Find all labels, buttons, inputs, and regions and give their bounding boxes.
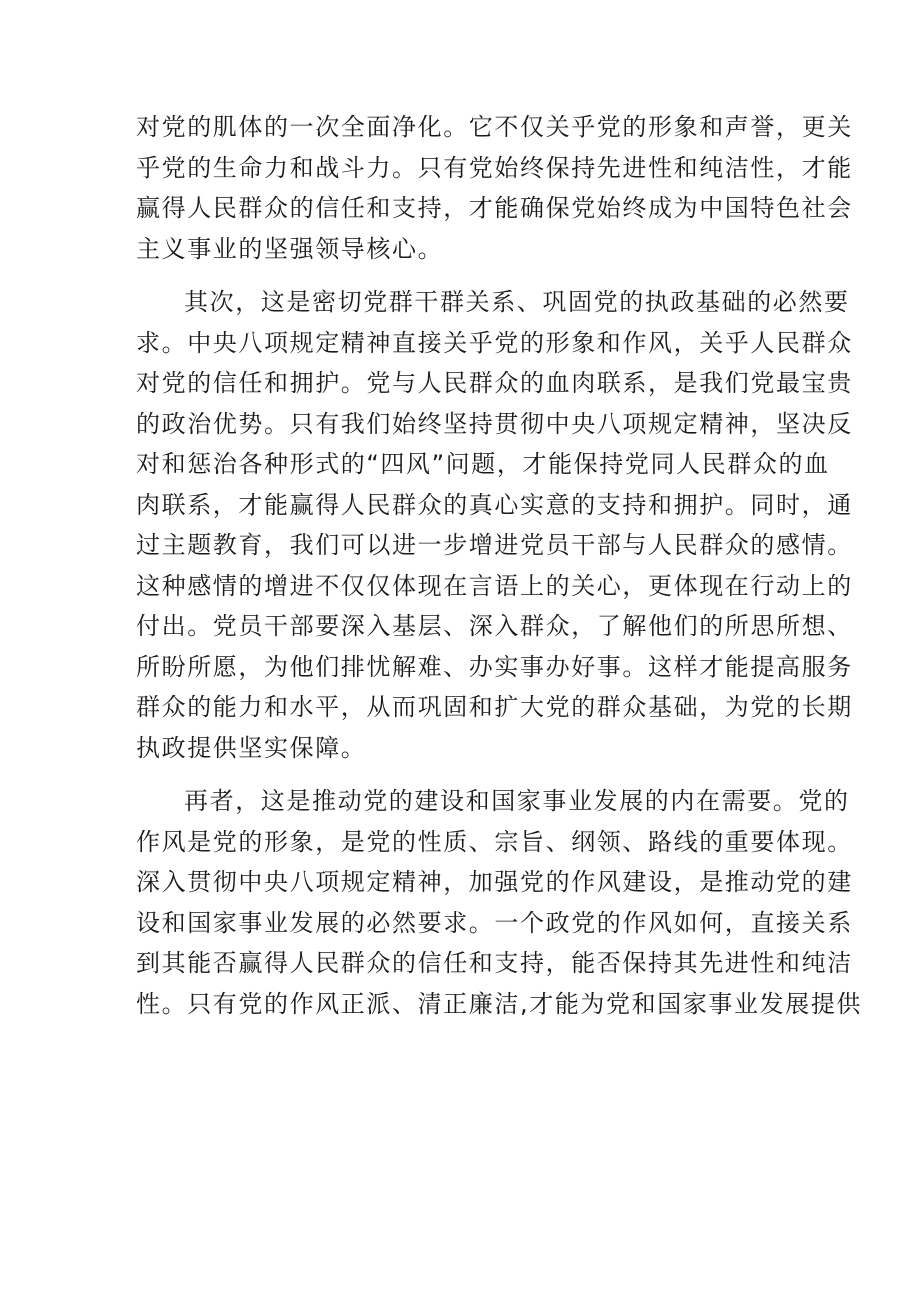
text-line: 执政提供坚实保障。 — [136, 733, 367, 762]
paragraph-3 — [136, 781, 863, 1024]
text-line: 乎党的生命力和战斗力。只有党始终保持先进性和纯洁性，才能 — [136, 153, 853, 182]
text-line: 的政治优势。只有我们始终坚持贯彻中央八项规定精神，坚决反 — [136, 409, 853, 438]
text-line: 性。只有党的作风正派、清正廉洁,才能为党和国家事业发展提供 — [136, 989, 863, 1018]
text-line: 赢得人民群众的信任和支持，才能确保党始终成为中国特色社会 — [136, 194, 853, 222]
text-line: 所盼所愿，为他们排忧解难、办实事办好事。这样才能提高服务 — [136, 652, 853, 681]
text-line: 群众的能力和水平，从而巩固和扩大党的群众基础，为党的长期 — [136, 693, 853, 721]
text-line: 其次，这是密切党群干群关系、巩固党的执政基础的必然要 — [184, 288, 850, 316]
text-line: 对和惩治各种形式的“四风”问题，才能保持党同人民群众的血 — [136, 450, 830, 478]
text-line: 过主题教育，我们可以进一步增进党员干部与人民群众的感情。 — [136, 531, 853, 559]
text-line: 再者，这是推动党的建设和国家事业发展的内在需要。党的 — [184, 787, 850, 815]
text-line: 到其能否赢得人民群众的信任和支持，能否保持其先进性和纯洁 — [136, 949, 853, 977]
text-line: 对党的信任和拥护。党与人民群众的血肉联系，是我们党最宝贵 — [136, 369, 853, 397]
paragraph-2 — [136, 282, 853, 768]
text-line: 主义事业的坚强领导核心。 — [136, 234, 444, 263]
text-line: 付出。党员干部要深入基层、深入群众，了解他们的所思所想、 — [136, 612, 853, 640]
document-body — [136, 107, 863, 1024]
text-line: 求。中央八项规定精神直接关乎党的形象和作风，关乎人民群众 — [136, 328, 853, 357]
text-line: 作风是党的形象，是党的性质、宗旨、纲领、路线的重要体现。 — [136, 827, 853, 856]
text-line: 肉联系，才能赢得人民群众的真心实意的支持和拥护。同时，通 — [136, 490, 853, 519]
text-line: 设和国家事业发展的必然要求。一个政党的作风如何，直接关系 — [136, 908, 853, 937]
text-line: 对党的肌体的一次全面净化。它不仅关乎党的形象和声誉，更关 — [136, 113, 853, 141]
text-line: 深入贯彻中央八项规定精神，加强党的作风建设，是推动党的建 — [136, 868, 853, 896]
text-line: 这种感情的增进不仅仅体现在言语上的关心，更体现在行动上的 — [136, 571, 853, 600]
paragraph-1 — [136, 107, 853, 269]
